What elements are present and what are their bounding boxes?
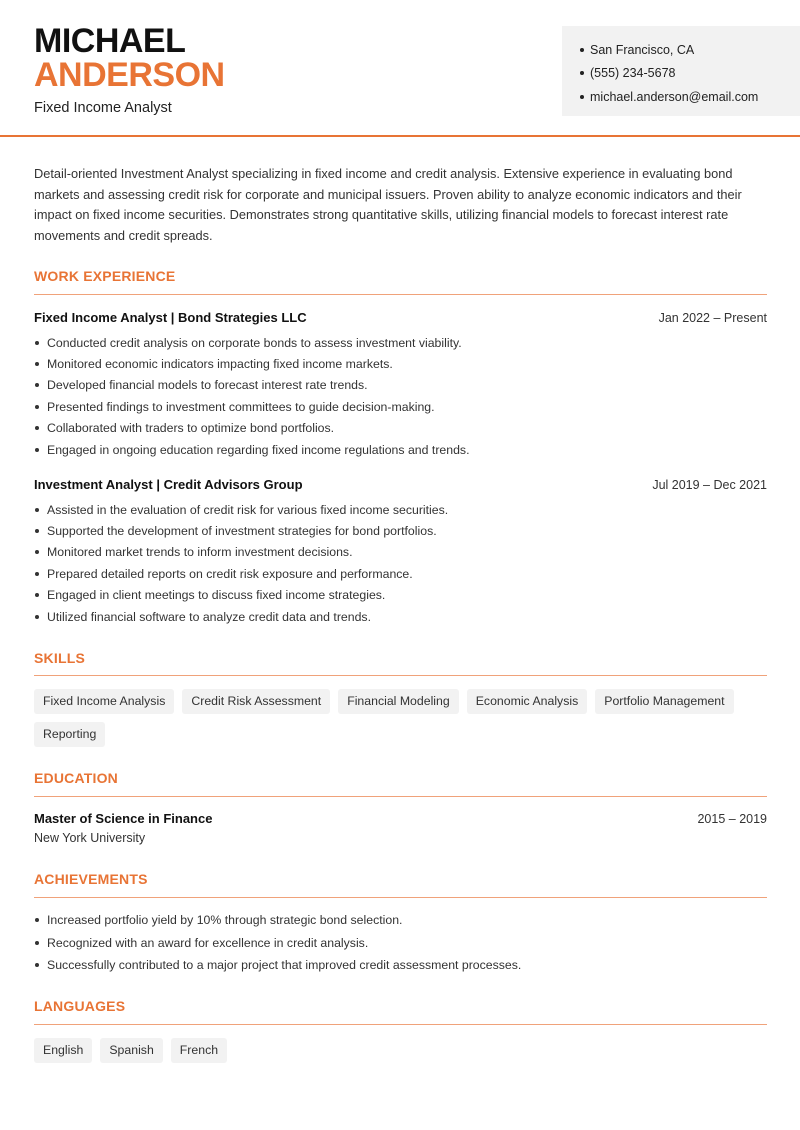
education-school: New York University <box>34 831 146 845</box>
list-item <box>34 606 767 627</box>
bullet-icon <box>35 941 39 945</box>
bullet-icon <box>35 593 39 597</box>
skill-tag: Reporting <box>34 722 105 747</box>
education-degree: Master of Science in Finance <box>34 811 213 826</box>
contact-phone-text: (555) 234-5678 <box>590 66 676 81</box>
contact-email-text[interactable]: michael.anderson@email.com <box>590 89 759 104</box>
language-tag: Spanish <box>100 1038 162 1063</box>
section-divider <box>34 897 767 898</box>
job-bullets <box>34 332 767 460</box>
list-item <box>34 396 767 417</box>
job-header <box>34 310 767 325</box>
contact-box <box>562 26 800 116</box>
bullet-icon <box>35 572 39 576</box>
skill-tag: Financial Modeling <box>338 689 459 714</box>
skill-tag: Fixed Income Analysis <box>34 689 174 714</box>
job-role: Investment Analyst | Credit Advisors Group <box>34 477 303 492</box>
list-item-text: Increased portfolio yield by 10% through strategic bond selection. <box>47 913 403 928</box>
list-item <box>34 585 767 606</box>
list-item <box>34 932 767 955</box>
list-item <box>34 542 767 563</box>
list-item-text: Utilized financial software to analyze credit data and trends. <box>47 609 371 624</box>
language-tag: French <box>171 1038 227 1063</box>
list-item-text: Engaged in ongoing education regarding fixed income regulations and trends. <box>47 442 470 457</box>
section-title-work: WORK EXPERIENCE <box>34 268 176 284</box>
job-dates: Jan 2022 – Present <box>658 311 767 325</box>
section-divider <box>34 294 767 295</box>
list-item <box>34 375 767 396</box>
section-title-achievements: ACHIEVEMENTS <box>34 871 148 887</box>
list-item-text: Engaged in client meetings to discuss fixed income strategies. <box>47 588 386 603</box>
list-item-text: Successfully contributed to a major project that improved credit assessment processes. <box>47 958 522 973</box>
bullet-icon <box>580 71 584 75</box>
bullet-icon <box>35 529 39 533</box>
list-item <box>34 909 767 932</box>
bullet-icon <box>35 405 39 409</box>
section-divider <box>34 796 767 797</box>
list-item <box>34 499 767 520</box>
education-header <box>34 811 767 826</box>
bullet-icon <box>35 508 39 512</box>
list-item-text: Monitored market trends to inform investment decisions. <box>47 545 353 560</box>
bullet-icon <box>35 426 39 430</box>
skills-list <box>34 689 767 747</box>
language-tag: English <box>34 1038 92 1063</box>
job-dates: Jul 2019 – Dec 2021 <box>652 478 767 492</box>
list-item <box>34 418 767 439</box>
bullet-icon <box>580 95 584 99</box>
list-item <box>34 353 767 374</box>
list-item <box>34 439 767 460</box>
languages-list <box>34 1038 767 1063</box>
bullet-icon <box>35 918 39 922</box>
list-item <box>34 954 767 977</box>
bullet-icon <box>35 383 39 387</box>
list-item-text: Supported the development of investment strategies for bond portfolios. <box>47 524 437 539</box>
list-item-text: Recognized with an award for excellence in credit analysis. <box>47 935 369 950</box>
contact-email <box>580 85 800 109</box>
list-item-text: Prepared detailed reports on credit risk exposure and performance. <box>47 566 413 581</box>
job-role: Fixed Income Analyst | Bond Strategies LLC <box>34 310 307 325</box>
education-dates: 2015 – 2019 <box>697 812 767 826</box>
job-header <box>34 477 767 492</box>
bullet-icon <box>35 963 39 967</box>
job-title: Fixed Income Analyst <box>34 100 172 116</box>
resume-header <box>0 0 800 137</box>
first-name: MICHAEL <box>34 22 186 60</box>
section-divider <box>34 675 767 676</box>
skill-tag: Portfolio Management <box>595 689 733 714</box>
bullet-icon <box>580 48 584 52</box>
list-item-text: Conducted credit analysis on corporate bonds to assess investment viability. <box>47 335 462 350</box>
bullet-icon <box>35 550 39 554</box>
section-title-skills: SKILLS <box>34 650 85 666</box>
list-item-text: Monitored economic indicators impacting fixed income markets. <box>47 357 393 372</box>
contact-phone <box>580 62 800 86</box>
bullet-icon <box>35 615 39 619</box>
bullet-icon <box>35 448 39 452</box>
bullet-icon <box>35 362 39 366</box>
list-item-text: Developed financial models to forecast interest rate trends. <box>47 378 368 393</box>
list-item <box>34 332 767 353</box>
section-title-education: EDUCATION <box>34 770 118 786</box>
list-item <box>34 520 767 541</box>
skill-tag: Credit Risk Assessment <box>182 689 330 714</box>
contact-location <box>580 38 800 62</box>
last-name: ANDERSON <box>34 56 225 94</box>
skill-tag: Economic Analysis <box>467 689 588 714</box>
list-item <box>34 563 767 584</box>
bullet-icon <box>35 341 39 345</box>
summary: Detail-oriented Investment Analyst specializing in fixed income and credit analysis. Extensive experience in evaluating bond markets and assessing credit risk for corporate and municipal issuers. Proven ability to analyze economic indicators and their impact on fixed income securities. Demonstrates strong quantitative skills, utilizing financial models to forecast interest rate movements and credit spreads. <box>34 166 742 243</box>
list-item-text: Assisted in the evaluation of credit risk for various fixed income securities. <box>47 502 449 517</box>
achievements-list <box>34 909 767 977</box>
job-bullets <box>34 499 767 627</box>
section-title-languages: LANGUAGES <box>34 998 126 1014</box>
contact-location-text: San Francisco, CA <box>590 42 695 57</box>
list-item-text: Collaborated with traders to optimize bond portfolios. <box>47 421 335 436</box>
list-item-text: Presented findings to investment committees to guide decision-making. <box>47 399 435 414</box>
section-divider <box>34 1024 767 1025</box>
